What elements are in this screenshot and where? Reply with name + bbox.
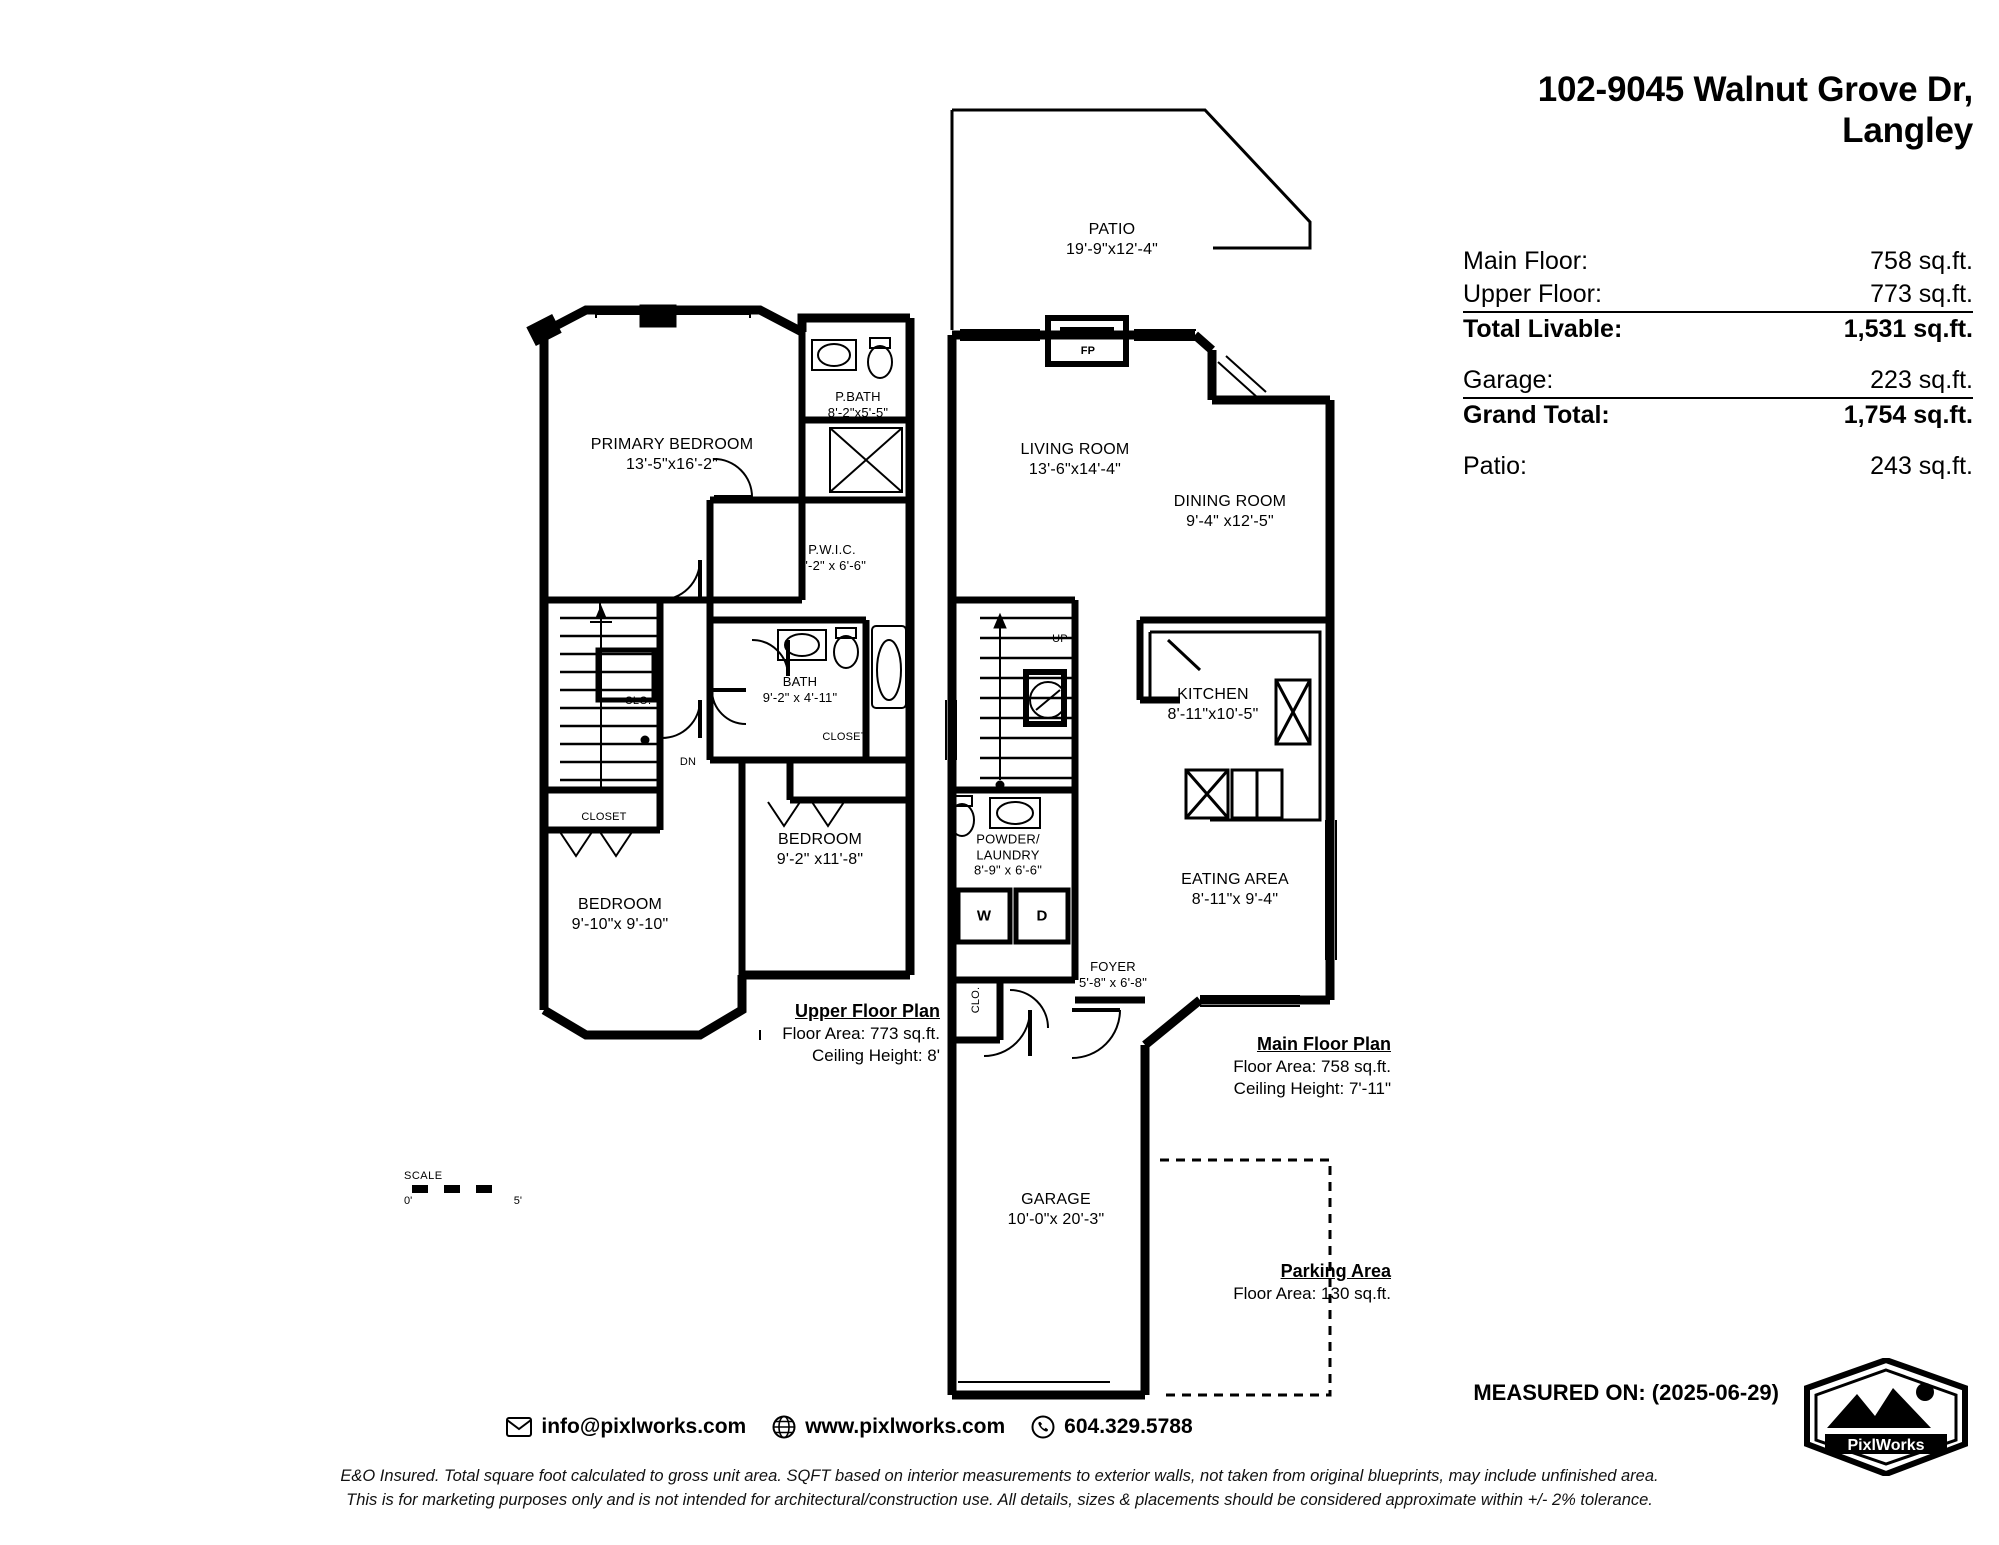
- fireplace-marker: FP: [1080, 345, 1096, 358]
- room-label-closet-stairs: CLO.: [624, 695, 652, 708]
- dryer-marker: D: [1036, 907, 1048, 925]
- phone-text: 604.329.5788: [1064, 1415, 1193, 1438]
- room-label-eating-area: EATING AREA 8'-11"x 9'-4": [1181, 871, 1289, 908]
- washer-marker: W: [976, 907, 992, 925]
- area-value: 243 sq.ft.: [1870, 451, 1973, 480]
- upper-floor-caption: [782, 1000, 940, 1068]
- room-label-garage: GARAGE 10'-0"x 20'-3": [1007, 1191, 1105, 1228]
- scale-graphic: [412, 1185, 510, 1194]
- envelope-icon: [506, 1417, 532, 1437]
- room-label-dining-room: DINING ROOM 9'-4" x12'-5": [1173, 493, 1287, 530]
- area-label: Garage:: [1463, 365, 1554, 394]
- scale-bar: [404, 1170, 534, 1207]
- room-label-bedroom-1: BEDROOM 9'-2" x11'-8": [776, 831, 864, 868]
- scale-label: SCALE: [404, 1170, 443, 1182]
- room-label-pwic: P.W.I.C. 9'-2" x 6'-6": [797, 541, 867, 573]
- main-floor-caption-ceiling: Ceiling Height: 7'-11": [1233, 1079, 1391, 1099]
- phone-icon: [1031, 1415, 1055, 1439]
- measured-on-text: MEASURED ON: (2025-06-29): [1473, 1380, 1779, 1405]
- main-floor-caption: [1233, 1033, 1391, 1101]
- stairs-up-marker: UP: [1052, 633, 1068, 646]
- globe-icon: [772, 1415, 796, 1439]
- disclaimer-line-1: E&O Insured. Total square foot calculated to gross unit area. SQFT based on interior measurements to exterior walls, not taken from original blueprints, may include unfinished area.: [340, 1467, 1659, 1485]
- area-label: Grand Total:: [1463, 401, 1610, 429]
- title-line-1: 102-9045 Walnut Grove Dr,: [1537, 70, 1973, 109]
- area-row-garage: [1463, 364, 1973, 400]
- contact-email[interactable]: [506, 1415, 746, 1439]
- area-value: 1,531 sq.ft.: [1843, 315, 1973, 343]
- area-row-grand-total: [1463, 399, 1973, 432]
- area-label: Main Floor:: [1463, 247, 1589, 275]
- parking-area-title: Parking Area: [1280, 1261, 1391, 1281]
- stairs-down-marker: DN: [679, 756, 697, 769]
- room-label-living-room: LIVING ROOM 13'-6"x14'-4": [1020, 441, 1130, 478]
- room-label-kitchen: KITCHEN 8'-11"x10'-5": [1167, 686, 1259, 723]
- disclaimer: [0, 1465, 1999, 1513]
- room-label-primary-bath: P.BATH 8'-2"x5'-5": [827, 388, 889, 420]
- room-label-primary-bedroom: PRIMARY BEDROOM 13'-5"x16'-2": [590, 436, 754, 473]
- room-label-closet-bedroom: CLOSET: [581, 811, 627, 824]
- title-line-2: Langley: [1842, 110, 1973, 150]
- upper-floor-caption-area: Floor Area: 773 sq.ft.: [782, 1024, 940, 1044]
- room-label-powder-laundry: POWDER/ LAUNDRY 8'-9" x 6'-6": [973, 831, 1043, 878]
- area-label: Upper Floor:: [1463, 279, 1602, 308]
- contact-website[interactable]: [772, 1415, 1005, 1439]
- main-floor-caption-title: Main Floor Plan: [1256, 1034, 1391, 1054]
- area-label: Patio:: [1463, 451, 1527, 480]
- room-label-bedroom-2: BEDROOM 9'-10"x 9'-10": [571, 896, 669, 933]
- upper-floor-caption-ceiling: Ceiling Height: 8': [812, 1046, 940, 1066]
- disclaimer-line-2: This is for marketing purposes only and is not intended for architectural/construction use. All details, sizes & placements should be considered approximate within +/- 2% tolerance.: [346, 1490, 1653, 1509]
- room-label-patio: PATIO 19'-9"x12'-4": [1065, 221, 1159, 258]
- area-value: 758 sq.ft.: [1870, 247, 1973, 275]
- room-label-closet-bath: CLOSET: [822, 731, 868, 744]
- website-text: www.pixlworks.com: [805, 1415, 1006, 1438]
- page-title: [1353, 70, 1973, 152]
- svg-text:PixlWorks: PixlWorks: [1847, 1437, 1925, 1454]
- main-floor-caption-area: Floor Area: 758 sq.ft.: [1233, 1057, 1391, 1077]
- room-label-foyer: FOYER 5'-8" x 6'-8": [1078, 958, 1148, 990]
- room-label-bath: BATH 9'-2" x 4'-11": [762, 673, 838, 705]
- area-row-patio: [1463, 450, 1973, 483]
- area-label: Total Livable:: [1463, 315, 1623, 343]
- area-summary-table: [1463, 245, 1973, 482]
- scale-endpoints: [404, 1195, 522, 1207]
- area-row-total-livable: [1463, 313, 1973, 346]
- area-row-upper-floor: [1463, 278, 1973, 314]
- area-value: 773 sq.ft.: [1870, 279, 1973, 308]
- email-text: info@pixlworks.com: [541, 1415, 747, 1438]
- upper-floor-caption-title: Upper Floor Plan: [794, 1001, 940, 1021]
- room-label-foyer-closet: CLO.: [970, 986, 983, 1014]
- area-value: 223 sq.ft.: [1870, 365, 1973, 394]
- parking-area-value: Floor Area: 130 sq.ft.: [1233, 1284, 1391, 1304]
- contact-phone[interactable]: [1031, 1415, 1192, 1439]
- scale-end: 5': [513, 1195, 522, 1207]
- area-row-main-floor: [1463, 245, 1973, 278]
- area-spacer: [1463, 346, 1973, 364]
- area-value: 1,754 sq.ft.: [1843, 401, 1973, 429]
- area-spacer: [1463, 432, 1973, 450]
- contact-row: [0, 1415, 1999, 1439]
- scale-start: 0': [404, 1195, 413, 1207]
- parking-area-caption: [1233, 1260, 1391, 1305]
